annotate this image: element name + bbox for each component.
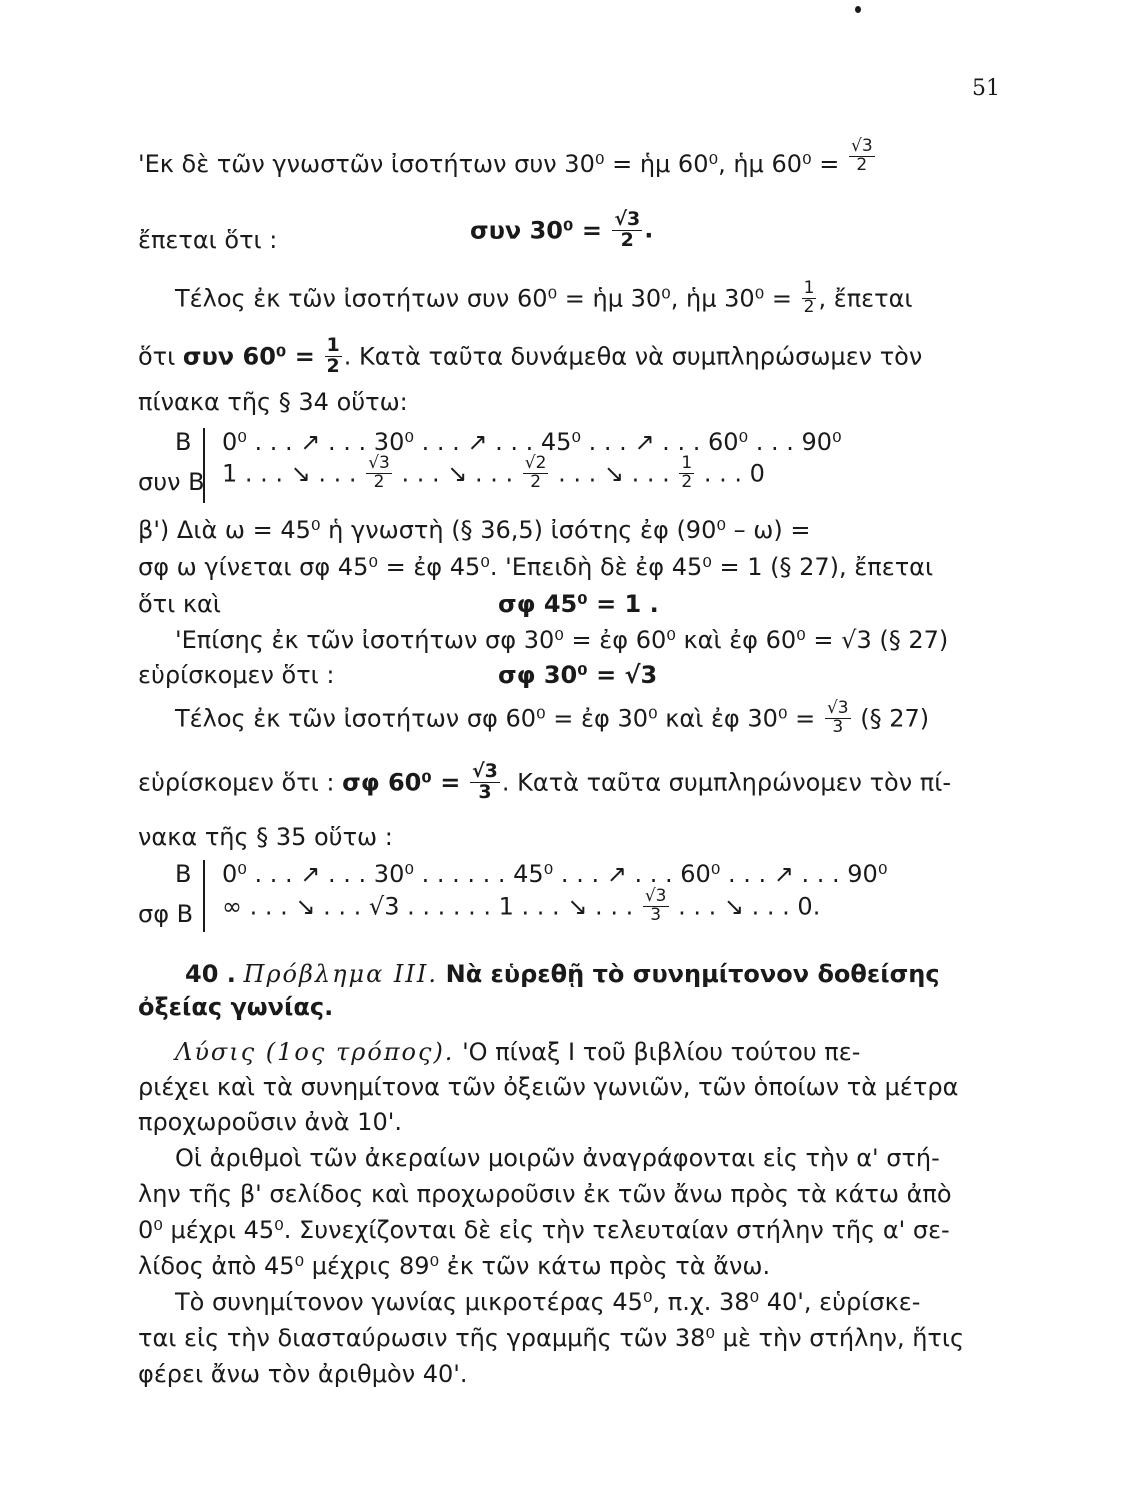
formula-cot45: σφ 45⁰ = 1 . — [498, 590, 659, 618]
text-line-11: ὅτι καὶ — [138, 590, 221, 618]
text-line-22: ριέχει καὶ τὰ συνημίτονα τῶν ὀξειῶν γωνιῶν, τῶν ὁποίων τὰ μέτρα — [138, 1073, 959, 1101]
table2-label-cot: σφ Β — [138, 900, 194, 928]
page-number: 51 — [972, 76, 1000, 101]
text-line-4: ὅτι συν 60⁰ = $\frac{1}{2}$ . Κατὰ ταῦτα δυνάμεθα νὰ συμπληρώσωμεν τὸν — [138, 334, 923, 377]
text-line-26: 0⁰ μέχρι 45⁰. Συνεχίζονται δὲ εἰς τὴν τελευταίαν στήλην τῆς α' σε- — [138, 1216, 950, 1244]
table2-label-b: Β — [175, 860, 192, 888]
table2-brace — [203, 860, 205, 932]
text-line-16: νακα τῆς § 35 οὕτω : — [138, 823, 393, 851]
formula-cos30: συν 30⁰ = $\frac{√3}{2}$ . — [470, 208, 654, 251]
text-line-5: πίνακα τῆς § 34 οὕτω: — [138, 388, 408, 416]
fraction-sqrt3-over-2: $\frac{√3}{2}$ — [851, 135, 873, 175]
section-heading: 40 . Πρόβλημα III. Νὰ εὑρεθῇ τὸ συνημίτονον δοθείσης — [185, 960, 940, 988]
table1-bottom-row: 1 . . . ↘ . . . $\frac{√3}{2}$ . . . ↘ . . . $\frac{√2}{2}$ . . . ↘ . . . $\frac{1}{2}$ . . . 0 — [222, 453, 765, 492]
text-line-24: Οἱ ἀριθμοὶ τῶν ἀκεραίων μοιρῶν ἀναγράφονται εἰς τὴν α' στή- — [175, 1144, 940, 1172]
line-1-text: 'Εκ δὲ τῶν γνωστῶν ἰσοτήτων συν 30⁰ = ἡμ 60⁰, ἡμ 60⁰ = — [138, 150, 840, 178]
table2-top-row: 0⁰ . . . ↗ . . . 30⁰ . . . . . . 45⁰ . . . ↗ . . . 60⁰ . . . ↗ . . . 90⁰ — [222, 860, 888, 888]
text-line-10: σφ ω γίνεται σφ 45⁰ = ἐφ 45⁰. 'Επειδὴ δὲ ἐφ 45⁰ = 1 (§ 27), ἔπεται — [138, 553, 934, 581]
ink-speck — [855, 6, 861, 13]
table1-brace — [203, 428, 205, 503]
text-line-27: λίδος ἀπὸ 45⁰ μέχρις 89⁰ ἐκ τῶν κάτω πρὸς τὰ ἄνω. — [138, 1252, 771, 1280]
formula-cot30: σφ 30⁰ = √3 — [498, 661, 658, 689]
text-line-3: Τέλος ἐκ τῶν ἰσοτήτων συν 60⁰ = ἡμ 30⁰, ἡμ 30⁰ = $\frac{1}{2}$ , ἔπεται — [175, 278, 913, 317]
text-line-30: φέρει ἄνω τὸν ἀριθμὸν 40'. — [138, 1360, 468, 1388]
text-line-21: Λύσις (1ος τρόπος). 'Ο πίναξ I τοῦ βιβλίου τούτου πε- — [175, 1038, 861, 1066]
text-line-9: β') Διὰ ω = 45⁰ ἡ γνωστὴ (§ 36,5) ἰσότης ἐφ (90⁰ – ω) = — [138, 516, 811, 544]
table1-label-cos: συν Β — [138, 468, 205, 496]
text-line-12: 'Επίσης ἐκ τῶν ἰσοτήτων σφ 30⁰ = ἐφ 60⁰ καὶ ἐφ 60⁰ = √3 (§ 27) — [175, 626, 949, 654]
text-line-25: λην τῆς β' σελίδος καὶ προχωροῦσιν ἐκ τῶν ἄνω πρὸς τὰ κάτω ἀπὸ — [138, 1180, 952, 1208]
table2-bottom-row: ∞ . . . ↘ . . . √3 . . . . . . 1 . . . ↘ . . . $\frac{√3}{3}$ . . . ↘ . . . 0. — [222, 886, 821, 925]
text-line-13: εὑρίσκομεν ὅτι : — [138, 661, 335, 689]
text-line-1 — [138, 135, 877, 178]
text-line-23: προχωροῦσιν ἀνὰ 10'. — [138, 1108, 402, 1136]
text-line-28: Τὸ συνημίτονον γωνίας μικροτέρας 45⁰, π.χ. 38⁰ 40', εὑρίσκε- — [175, 1288, 921, 1316]
section-heading-cont: ὀξείας γωνίας. — [138, 993, 334, 1021]
text-line-29: ται εἰς τὴν διασταύρωσιν τῆς γραμμῆς τῶν 38⁰ μὲ τὴν στήλην, ἥτις — [138, 1324, 965, 1352]
text-line-14: Τέλος ἐκ τῶν ἰσοτήτων σφ 60⁰ = ἐφ 30⁰ καὶ ἐφ 30⁰ = $\frac{√3}{3}$ (§ 27) — [175, 698, 930, 737]
text-line-15: εὑρίσκομεν ὅτι : σφ 60⁰ = $\frac{√3}{3}$ . Κατὰ ταῦτα συμπληρώνομεν τὸν πί- — [138, 760, 951, 803]
text-line-2 — [138, 228, 277, 252]
table1-top-row: 0⁰ . . . ↗ . . . 30⁰ . . . ↗ . . . 45⁰ . . . ↗ . . . 60⁰ . . . 90⁰ — [222, 428, 842, 456]
line-2-text: ἔπεται ὅτι : — [138, 226, 278, 254]
table1-label-b: Β — [175, 428, 192, 456]
